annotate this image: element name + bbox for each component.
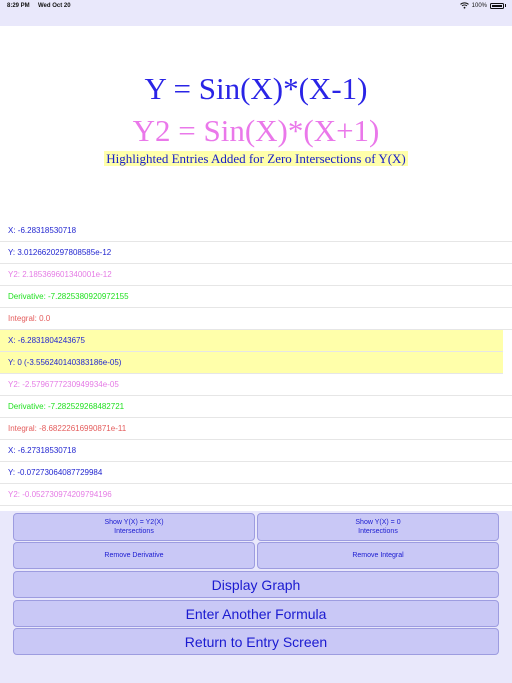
- status-right: [460, 2, 506, 9]
- battery-tip-icon: [505, 4, 506, 7]
- battery-percent: 100%: [471, 2, 487, 9]
- display-graph-button[interactable]: [13, 571, 499, 598]
- show-y-y2-intersections-button[interactable]: [13, 513, 255, 541]
- show-y-zero-intersections-line2: Intersections: [358, 528, 398, 535]
- result-row-derivative[interactable]: Derivative: -7.2825380920972155: [0, 286, 512, 308]
- remove-integral-button[interactable]: [257, 542, 499, 569]
- highlight-note: [0, 151, 512, 167]
- result-row-y2[interactable]: Y2: 2.185369601340001e-12: [0, 264, 512, 286]
- show-y-y2-intersections-line2: Intersections: [114, 528, 154, 535]
- highlight-note-text: Highlighted Entries Added for Zero Intersections of Y(X): [106, 151, 406, 166]
- remove-derivative-button[interactable]: [13, 542, 255, 569]
- wifi-icon: [460, 2, 469, 9]
- result-row-x[interactable]: X: -6.28318530718: [0, 220, 512, 242]
- display-graph-label: Display Graph: [211, 576, 301, 593]
- return-to-entry-button[interactable]: [13, 628, 499, 655]
- battery-icon: [490, 3, 504, 9]
- enter-another-formula-button[interactable]: [13, 600, 499, 627]
- formula-y-title: Y = Sin(X)*(X-1): [144, 71, 368, 106]
- remove-integral-label: Remove Integral: [352, 552, 404, 559]
- show-y-y2-intersections-line1: Show Y(X) = Y2(X): [104, 519, 164, 526]
- main-panel: [0, 26, 512, 511]
- status-date: Wed Oct 20: [38, 3, 71, 9]
- result-row-integral[interactable]: Integral: -8.68222616990871e-11: [0, 418, 512, 440]
- status-bar: [0, 0, 512, 12]
- result-row-y2[interactable]: Y2: -2.5796777230949934e-05: [0, 374, 512, 396]
- result-row-derivative[interactable]: Derivative: -7.282529268482721: [0, 396, 512, 418]
- status-time: 8:29 PM: [7, 3, 30, 9]
- result-row-y[interactable]: Y: -0.07273064087729984: [0, 462, 512, 484]
- enter-another-formula-label: Enter Another Formula: [185, 605, 327, 622]
- result-row-integral[interactable]: Integral: 0.0: [0, 308, 512, 330]
- result-row-y2[interactable]: Y2: -0.052730974209794196: [0, 484, 512, 506]
- button-panel: [0, 511, 512, 683]
- show-y-zero-intersections-line1: Show Y(X) = 0: [355, 519, 401, 526]
- results-list[interactable]: [0, 220, 512, 511]
- show-y-zero-intersections-button[interactable]: [257, 513, 499, 541]
- remove-derivative-label: Remove Derivative: [104, 552, 164, 559]
- formula-y2-title: Y2 = Sin(X)*(X+1): [132, 113, 380, 148]
- result-row-y[interactable]: Y: 0 (-3.556240140383186e-05): [0, 352, 503, 374]
- result-row-x[interactable]: X: -6.27318530718: [0, 440, 512, 462]
- result-row-y[interactable]: Y: 3.0126620297808585e-12: [0, 242, 512, 264]
- result-row-x[interactable]: X: -6.2831804243675: [0, 330, 503, 352]
- return-to-entry-label: Return to Entry Screen: [184, 633, 328, 650]
